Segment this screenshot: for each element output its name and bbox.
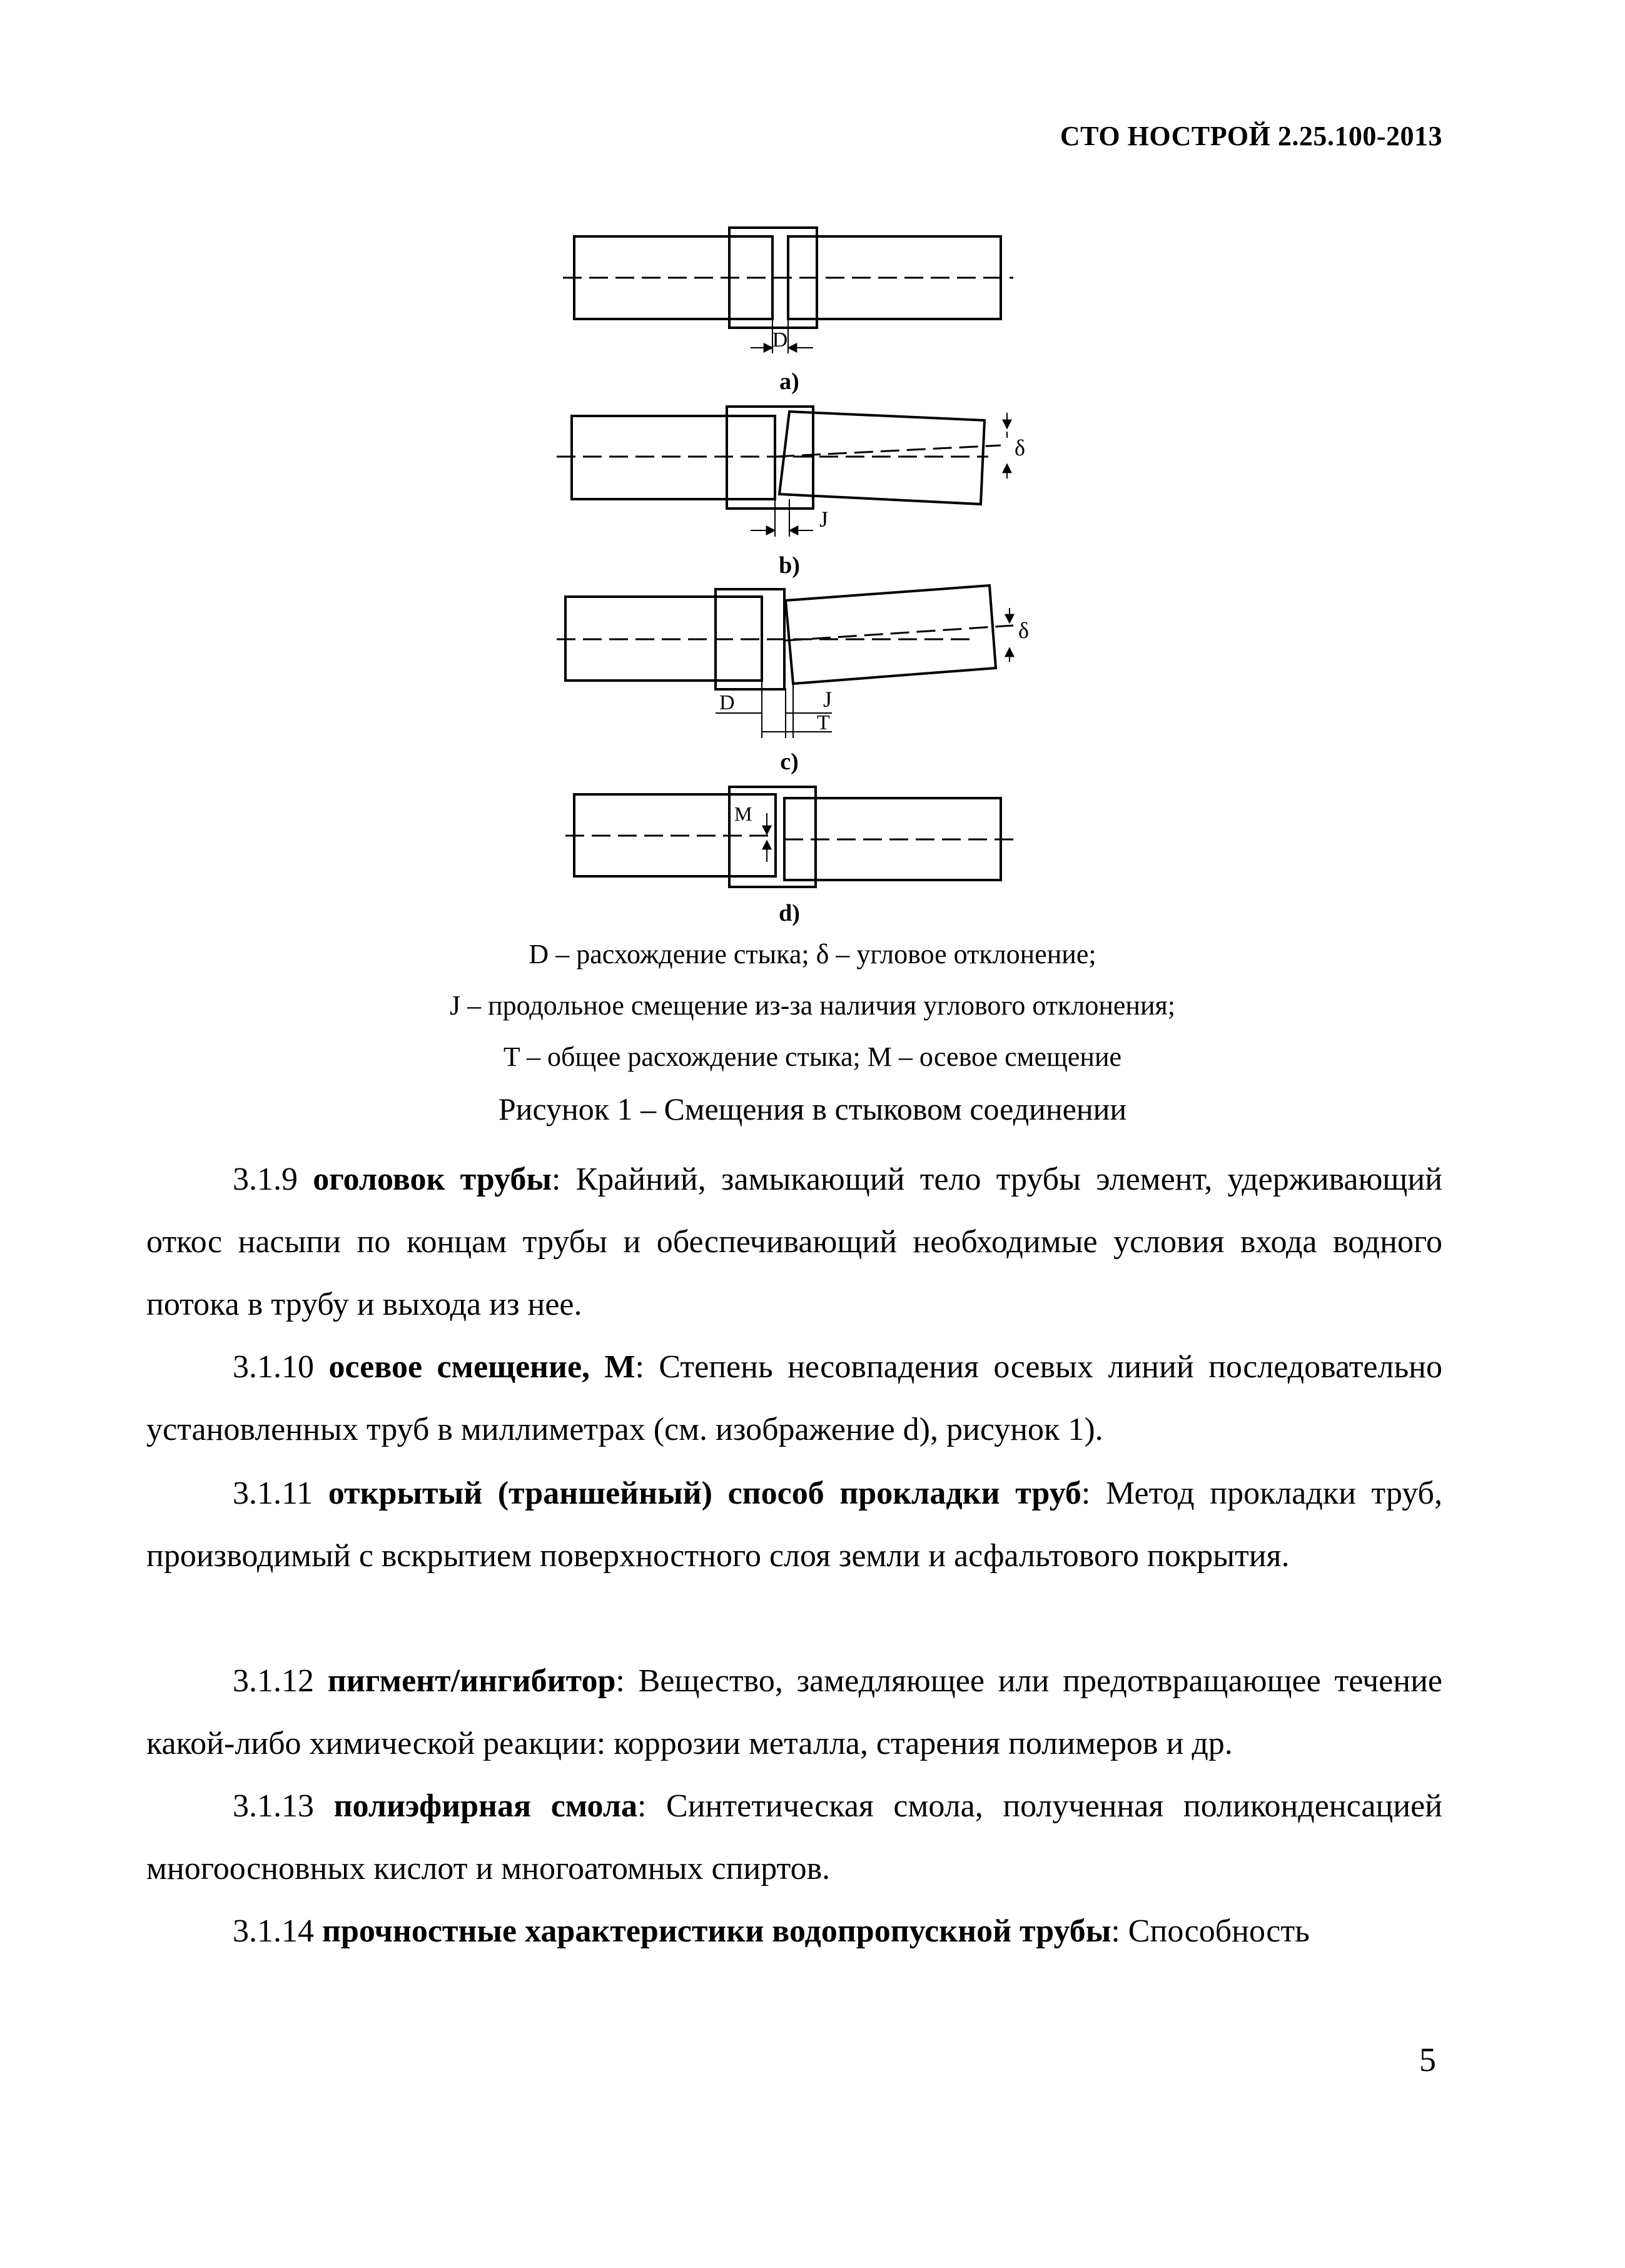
label-D-c: D (719, 691, 735, 714)
definition-text: : Способность (1111, 1913, 1310, 1949)
label-b: b) (779, 552, 800, 579)
label-T-c: T (817, 711, 830, 734)
definition-text: : Вещество, замедляющее или предотвращающее течение какой-либо химической реакции: коррозии металла, старения полимеров и др. (146, 1663, 1443, 1761)
definition-number: 3.1.11 (233, 1476, 313, 1511)
diagram-b (557, 407, 1007, 537)
definition-number: 3.1.9 (233, 1162, 298, 1197)
definition-term: прочностные характеристики водопропускной трубы (322, 1913, 1111, 1949)
label-M-d: M (734, 802, 752, 825)
definition-term: оголовок трубы (313, 1162, 552, 1197)
document-code-header: СТО НОСТРОЙ 2.25.100-2013 (1060, 121, 1442, 151)
label-J-b: J (819, 507, 829, 532)
definition-number: 3.1.14 (233, 1913, 314, 1949)
definition-text: : Крайний, замыкающий тело трубы элемент, удерживающий откос насыпи по концам трубы и обеспечивающий необходимые условия входа водного потока в трубу и выхода из нее. (146, 1162, 1443, 1322)
definition-term: полиэфирная смола (333, 1788, 638, 1824)
label-d: d) (779, 900, 800, 926)
definition-number: 3.1.10 (233, 1349, 314, 1385)
definition-number: 3.1.12 (233, 1663, 314, 1699)
definition-3-1-10 (146, 1336, 1442, 1461)
definition-3-1-14 (146, 1900, 1442, 1963)
definition-text: : Синтетическая смола, полученная поликонденсацией многоосновных кислот и многоатомных спиртов. (146, 1788, 1442, 1886)
label-J-c: J (823, 687, 833, 712)
diagram-a (563, 228, 1013, 353)
label-a: a) (779, 368, 799, 395)
label-c: c) (780, 749, 799, 775)
definition-text: : Метод прокладки труб, производимый с вскрытием поверхностного слоя земли и асфальтового покрытия. (146, 1476, 1442, 1574)
legend-line-2: J – продольное смещение из-за наличия углового отклонения; (450, 990, 1175, 1021)
diagram-c (557, 585, 1013, 738)
legend-line-1: D – расхождение стыка; δ – угловое отклонение; (529, 939, 1096, 969)
diagram-d (565, 787, 1013, 887)
definition-term: открытый (траншейный) способ прокладки труб (328, 1476, 1081, 1511)
figure-caption: Рисунок 1 – Смещения в стыковом соединении (498, 1091, 1127, 1126)
definition-number: 3.1.13 (233, 1788, 314, 1824)
definition-3-1-11 (146, 1462, 1442, 1587)
pipe-joint-figure (0, 0, 1625, 938)
page-number: 5 (1419, 2041, 1436, 2078)
label-delta-c: δ (1018, 618, 1029, 643)
label-delta-b: δ (1015, 435, 1025, 460)
definition-3-1-13 (146, 1775, 1442, 1900)
label-D-a: D (772, 328, 788, 352)
definition-3-1-12 (146, 1650, 1442, 1775)
definition-term: пигмент/ингибитор (327, 1663, 616, 1699)
definition-3-1-9 (146, 1148, 1442, 1336)
legend-line-3: T – общее расхождение стыка; M – осевое смещение (503, 1041, 1122, 1072)
definition-text: : Степень несовпадения осевых линий последовательно установленных труб в миллиметрах (см. изображение d), рисунок 1). (146, 1349, 1442, 1447)
definition-term: осевое смещение, М (328, 1349, 635, 1385)
